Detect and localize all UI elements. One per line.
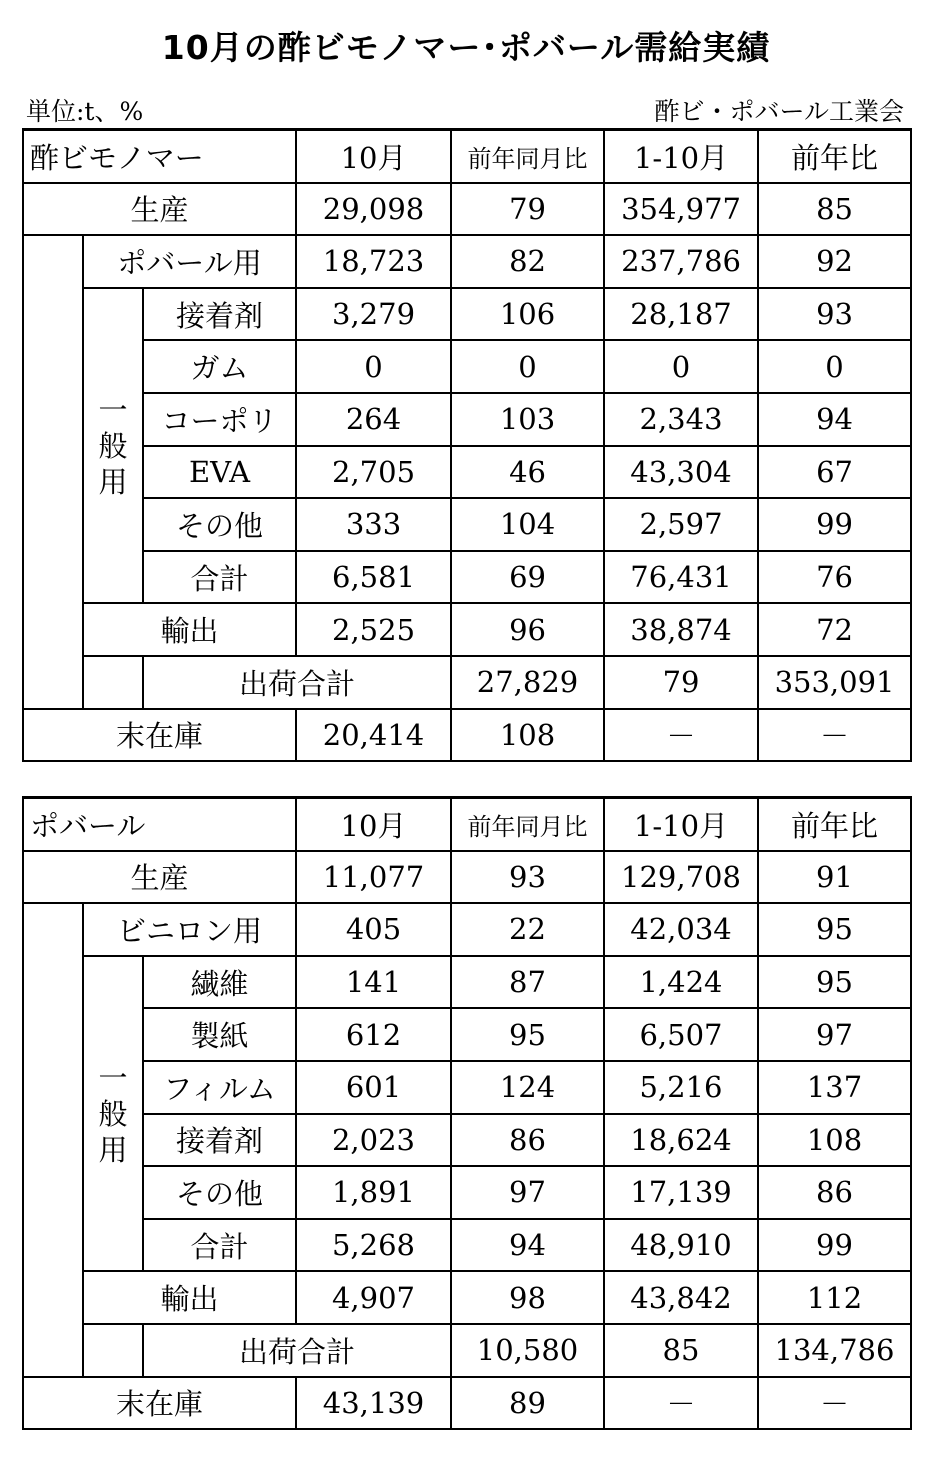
cell: 76,431 <box>604 551 758 604</box>
cell: 0 <box>296 340 451 393</box>
header-month: 10月 <box>296 130 451 183</box>
indent-spacer <box>83 1324 143 1377</box>
cell: 264 <box>296 393 451 446</box>
cell: 89 <box>451 1377 604 1430</box>
cell: 18,624 <box>604 1114 758 1167</box>
row-label: フィルム <box>143 1061 296 1114</box>
cell: 91 <box>758 851 911 904</box>
table-row <box>23 1061 911 1114</box>
table-row <box>23 956 911 1009</box>
row-label: 末在庫 <box>23 709 296 762</box>
cell: 82 <box>451 235 604 288</box>
indent-spacer <box>23 235 83 708</box>
table-row <box>23 235 911 288</box>
cell: 2,343 <box>604 393 758 446</box>
cell: 6,581 <box>296 551 451 604</box>
cell: 95 <box>758 903 911 956</box>
table-row <box>23 1114 911 1167</box>
cell: 42,034 <box>604 903 758 956</box>
cell: 103 <box>451 393 604 446</box>
row-label: ガム <box>143 340 296 393</box>
cell: － <box>604 709 758 762</box>
cell: 96 <box>451 603 604 656</box>
row-label: 合計 <box>143 1219 296 1272</box>
table-row <box>23 446 911 499</box>
table-row <box>23 1324 911 1377</box>
cell: 17,139 <box>604 1166 758 1219</box>
cell: 95 <box>758 956 911 1009</box>
table-row <box>23 288 911 341</box>
table-row <box>23 903 911 956</box>
cell: － <box>758 709 911 762</box>
cell: 612 <box>296 1008 451 1061</box>
cell: 29,098 <box>296 183 451 236</box>
row-label: ビニロン用 <box>83 903 296 956</box>
table-row <box>23 1377 911 1430</box>
cell: 72 <box>758 603 911 656</box>
table-row <box>23 183 911 236</box>
row-label: その他 <box>143 498 296 551</box>
table-row <box>23 1166 911 1219</box>
cell: 69 <box>451 551 604 604</box>
source-label: 酢ビ・ポバール工業会 <box>654 97 904 126</box>
table-row <box>23 393 911 446</box>
cell: 353,091 <box>758 656 911 709</box>
general-use-label: 一 般 用 <box>83 288 143 604</box>
table-name: ポバール <box>23 798 296 851</box>
cell: 97 <box>758 1008 911 1061</box>
header-yoy: 前年比 <box>758 130 911 183</box>
cell: 129,708 <box>604 851 758 904</box>
table-row <box>23 851 911 904</box>
cell: 1,891 <box>296 1166 451 1219</box>
cell: 18,723 <box>296 235 451 288</box>
row-label: 合計 <box>143 551 296 604</box>
cell: 79 <box>604 656 758 709</box>
row-label: コーポリ <box>143 393 296 446</box>
table-row <box>23 709 911 762</box>
row-label: EVA <box>143 446 296 499</box>
cell: 67 <box>758 446 911 499</box>
table-row <box>23 551 911 604</box>
row-label: 末在庫 <box>23 1377 296 1430</box>
cell: 94 <box>451 1219 604 1272</box>
cell: 141 <box>296 956 451 1009</box>
row-label: 輸出 <box>83 1271 296 1324</box>
cell: 28,187 <box>604 288 758 341</box>
cell: 0 <box>604 340 758 393</box>
header-yoy-month: 前年同月比 <box>451 130 604 183</box>
cell: 46 <box>451 446 604 499</box>
cell: 354,977 <box>604 183 758 236</box>
cell: 85 <box>604 1324 758 1377</box>
cell: 11,077 <box>296 851 451 904</box>
cell: － <box>758 1377 911 1430</box>
cell: 20,414 <box>296 709 451 762</box>
cell: 4,907 <box>296 1271 451 1324</box>
table-row <box>23 1271 911 1324</box>
cell: 43,139 <box>296 1377 451 1430</box>
cell: 2,023 <box>296 1114 451 1167</box>
row-label: 生産 <box>23 851 296 904</box>
cell: 2,597 <box>604 498 758 551</box>
header-yoy: 前年比 <box>758 798 911 851</box>
cell: 76 <box>758 551 911 604</box>
cell: 92 <box>758 235 911 288</box>
table-row <box>23 498 911 551</box>
table-header-row <box>23 130 911 183</box>
cell: 98 <box>451 1271 604 1324</box>
cell: 6,507 <box>604 1008 758 1061</box>
table-row <box>23 656 911 709</box>
cell: 86 <box>451 1114 604 1167</box>
row-label: ポバール用 <box>83 235 296 288</box>
cell: 0 <box>758 340 911 393</box>
cell: 112 <box>758 1271 911 1324</box>
table-row <box>23 340 911 393</box>
indent-spacer <box>83 656 143 709</box>
cell: 0 <box>451 340 604 393</box>
table-row <box>23 1219 911 1272</box>
cell: 85 <box>758 183 911 236</box>
poval-table <box>22 796 912 1430</box>
cell: 95 <box>451 1008 604 1061</box>
table-name: 酢ビモノマー <box>23 130 296 183</box>
cell: 124 <box>451 1061 604 1114</box>
general-use-label: 一 般 用 <box>83 956 143 1272</box>
row-label: 接着剤 <box>143 288 296 341</box>
indent-spacer <box>23 903 83 1376</box>
row-label: 繊維 <box>143 956 296 1009</box>
unit-label: 単位:t、% <box>26 97 144 126</box>
cell: 601 <box>296 1061 451 1114</box>
header-month: 10月 <box>296 798 451 851</box>
cell: 5,216 <box>604 1061 758 1114</box>
cell: 1,424 <box>604 956 758 1009</box>
cell: 86 <box>758 1166 911 1219</box>
table-row <box>23 603 911 656</box>
table-header-row <box>23 798 911 851</box>
cell: 2,705 <box>296 446 451 499</box>
row-label: 出荷合計 <box>143 1324 451 1377</box>
cell: 99 <box>758 498 911 551</box>
header-ytd: 1-10月 <box>604 798 758 851</box>
table-row <box>23 1008 911 1061</box>
cell: 38,874 <box>604 603 758 656</box>
page-title: 10月の酢ビモノマー･ポバール需給実績 <box>161 28 771 67</box>
cell: 10,580 <box>451 1324 604 1377</box>
row-label: その他 <box>143 1166 296 1219</box>
row-label: 生産 <box>23 183 296 236</box>
cell: 79 <box>451 183 604 236</box>
cell: 87 <box>451 956 604 1009</box>
cell: 237,786 <box>604 235 758 288</box>
cell: 5,268 <box>296 1219 451 1272</box>
vinyl-acetate-monomer-table <box>22 128 912 762</box>
cell: 94 <box>758 393 911 446</box>
cell: 99 <box>758 1219 911 1272</box>
cell: 93 <box>451 851 604 904</box>
cell: 108 <box>758 1114 911 1167</box>
cell: 27,829 <box>451 656 604 709</box>
cell: 2,525 <box>296 603 451 656</box>
row-label: 製紙 <box>143 1008 296 1061</box>
cell: － <box>604 1377 758 1430</box>
cell: 97 <box>451 1166 604 1219</box>
row-label: 出荷合計 <box>143 656 451 709</box>
cell: 43,842 <box>604 1271 758 1324</box>
cell: 106 <box>451 288 604 341</box>
cell: 104 <box>451 498 604 551</box>
cell: 22 <box>451 903 604 956</box>
cell: 93 <box>758 288 911 341</box>
cell: 137 <box>758 1061 911 1114</box>
header-yoy-month: 前年同月比 <box>451 798 604 851</box>
cell: 3,279 <box>296 288 451 341</box>
cell: 108 <box>451 709 604 762</box>
row-label: 接着剤 <box>143 1114 296 1167</box>
cell: 48,910 <box>604 1219 758 1272</box>
header-ytd: 1-10月 <box>604 130 758 183</box>
cell: 405 <box>296 903 451 956</box>
cell: 43,304 <box>604 446 758 499</box>
cell: 134,786 <box>758 1324 911 1377</box>
cell: 333 <box>296 498 451 551</box>
row-label: 輸出 <box>83 603 296 656</box>
